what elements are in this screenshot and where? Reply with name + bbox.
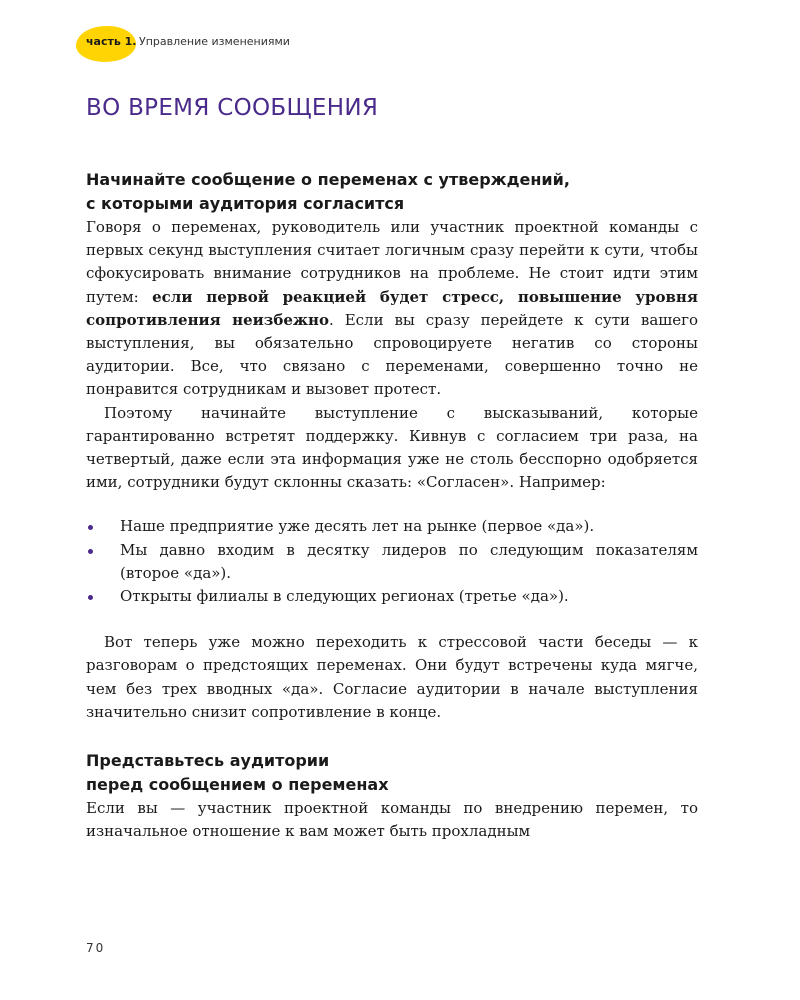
list-item xyxy=(86,585,698,608)
header-part-label: часть 1. xyxy=(86,35,137,48)
paragraph: Поэтому начинайте выступление с высказываний, которые гарантированно встретят поддержку. Кивнув с согласием три раза, на четвертый, даже если эта информация уже не столь бесспорно одобряется ими, сотрудники будут склонны сказать: «Согласен». Например: xyxy=(86,403,698,492)
list-item-text: Наше предприятие уже десять лет на рынке (первое «да»). xyxy=(120,517,595,536)
header-chapter-title: Управление изменениями xyxy=(139,35,290,48)
bullet-dot-icon xyxy=(88,525,93,530)
page-body xyxy=(86,168,698,843)
list-item xyxy=(86,539,698,585)
bullet-list xyxy=(86,515,698,608)
list-item-text: Мы давно входим в десятку лидеров по следующим показателям (второе «да»). xyxy=(120,540,698,582)
subheading-line: перед сообщением о переменах xyxy=(86,775,389,795)
running-header xyxy=(80,26,480,62)
paragraph-text: . Если вы сразу перейдете к сути вашего выступления, вы обязательно спровоцируете негатив со стороны аудитории. Все, что связано с переменами, совершенно точно не понравится сотрудникам и вызовет протест. xyxy=(86,310,698,399)
subheading-line: с которыми аудитория согласится xyxy=(86,194,405,213)
paragraph xyxy=(86,216,698,402)
bold-emphasis: если первой реакцией будет стресс, повышение уровня сопротивления неизбежно xyxy=(86,287,698,329)
subheading-line: Начинайте сообщение о переменах с утверждений, xyxy=(86,170,570,189)
paragraph-text: Говоря о переменах, руководитель или участник проектной команды с первых секунд выступления считает логичным сразу перейти к сути, чтобы сфокусировать внимание сотрудников на проблеме. Не стоит идти этим путем: xyxy=(86,218,698,306)
bullet-dot-icon xyxy=(88,595,93,600)
section-title: ВО ВРЕМЯ СООБЩЕНИЯ xyxy=(86,95,379,121)
paragraph: Если вы — участник проектной команды по внедрению перемен, то изначальное отношение к вам может быть прохладным xyxy=(86,799,698,841)
page-number: 70 xyxy=(86,941,106,955)
bullet-dot-icon xyxy=(88,549,93,554)
subheading-agreement xyxy=(86,168,698,216)
list-item-text: Открыты филиалы в следующих регионах (третье «да»). xyxy=(120,587,569,606)
subheading-line: Представьтесь аудитории xyxy=(86,751,330,771)
subheading-introduce-yourself xyxy=(86,749,698,797)
list-item xyxy=(86,515,698,538)
paragraph: Вот теперь уже можно переходить к стрессовой части беседы — к разговорам о предстоящих переменах. Они будут встречены куда мягче, чем без трех вводных «да». Согласие аудитории в начале выступления значительно снизит сопротивление в конце. xyxy=(86,633,698,721)
